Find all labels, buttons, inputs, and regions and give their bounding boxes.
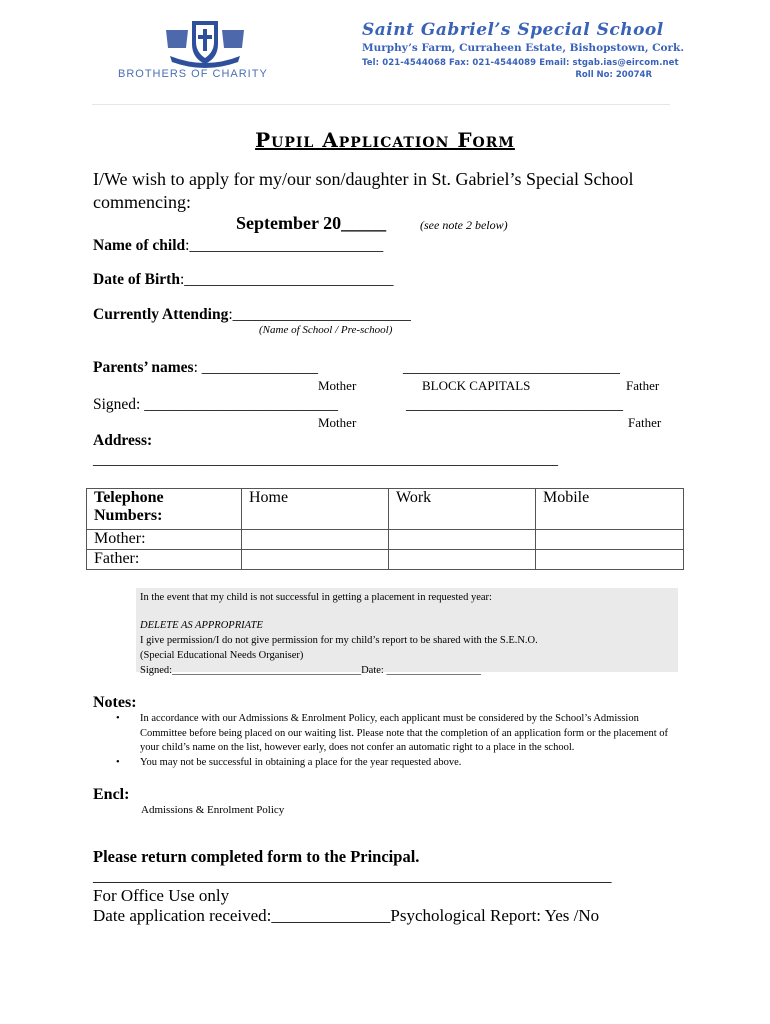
delete-as-appropriate: DELETE AS APPROPRIATE <box>140 620 263 631</box>
seno-permission-box <box>136 588 678 676</box>
mother-home-cell[interactable] <box>242 530 389 550</box>
mobile-header: Mobile <box>536 489 684 530</box>
note-text: You may not be successful in obtaining a place for the year requested above. <box>140 756 462 768</box>
signed-field[interactable] <box>93 396 338 414</box>
notes-title: Notes: <box>93 694 137 711</box>
work-header: Work <box>389 489 536 530</box>
signed-mother-caption: Mother <box>318 415 357 430</box>
bullet-icon: • <box>116 713 120 724</box>
bullet-icon: • <box>116 756 120 768</box>
block-capitals-caption: BLOCK CAPITALS <box>422 378 531 393</box>
list-item <box>116 712 681 756</box>
dob-line[interactable]: :___________________________ <box>179 271 394 288</box>
signed-label: Signed: <box>93 396 145 413</box>
address-line[interactable]: ____________________________________________________________ <box>93 451 558 468</box>
dob-field[interactable] <box>93 271 394 289</box>
mother-row-label: Mother: <box>87 530 242 550</box>
office-use-section <box>93 866 612 926</box>
dob-label: Date of Birth <box>93 271 180 288</box>
attending-hint: (Name of School / Pre-school) <box>259 324 393 336</box>
school-contact: Tel: 021-4544068 Fax: 021-4544089 Email: stgab.ias@eircom.net <box>362 58 679 68</box>
attending-field[interactable] <box>93 306 411 324</box>
attending-label: Currently Attending <box>93 306 229 323</box>
seno-permission-text[interactable]: I give permission/I do not give permission for my child’s report to be shared with the S.E.N.O. <box>140 635 538 646</box>
father-mobile-cell[interactable] <box>536 550 684 570</box>
child-name-line[interactable]: :_________________________ <box>185 237 384 254</box>
seno-intro: In the event that my child is not successful in getting a placement in requested year: <box>140 592 492 603</box>
list-item <box>116 756 681 771</box>
mother-caption: Mother <box>318 378 357 393</box>
school-roll-number: Roll No: 20074R <box>575 70 652 80</box>
org-name: BROTHERS OF CHARITY <box>118 68 268 80</box>
enclosure-item: Admissions & Enrolment Policy <box>141 804 285 816</box>
father-work-cell[interactable] <box>389 550 536 570</box>
father-caption: Father <box>626 378 660 393</box>
notes-list <box>116 712 681 770</box>
mother-work-cell[interactable] <box>389 530 536 550</box>
seno-signature-line[interactable]: Signed:____________________________________Date: __________________ <box>140 665 481 676</box>
telephone-numbers-header: Telephone Numbers: <box>87 489 242 530</box>
school-address: Murphy’s Farm, Curraheen Estate, Bishopstown, Cork. <box>362 42 684 54</box>
intro-text: I/We wish to apply for my/our son/daughter in St. Gabriel’s Special School commencing: <box>93 169 634 212</box>
parents-label: Parents’ names <box>93 359 194 376</box>
form-title: Pupil Application Form <box>255 128 515 152</box>
return-instructions: Please return completed form to the Principal. <box>93 847 420 866</box>
attending-line[interactable]: :_______________________ <box>228 306 411 323</box>
father-home-cell[interactable] <box>242 550 389 570</box>
mother-mobile-cell[interactable] <box>536 530 684 550</box>
parents-names-field[interactable] <box>93 359 318 377</box>
see-note-hint: (see note 2 below) <box>420 218 508 232</box>
seno-definition: (Special Educational Needs Organiser) <box>140 650 304 661</box>
table-row <box>87 530 684 550</box>
parents-mother-line[interactable]: : _______________ <box>193 359 319 376</box>
child-name-field[interactable] <box>93 237 383 255</box>
signed-father-line[interactable]: ____________________________ <box>406 396 623 413</box>
home-header: Home <box>242 489 389 530</box>
school-crest-logo <box>162 18 248 70</box>
enclosure-title: Encl: <box>93 786 130 803</box>
header-divider <box>92 104 670 105</box>
parents-father-line[interactable]: ____________________________ <box>403 359 620 376</box>
address-label: Address: <box>93 432 153 449</box>
child-name-label: Name of child <box>93 237 186 254</box>
telephone-table <box>86 488 684 570</box>
father-row-label: Father: <box>87 550 242 570</box>
signed-father-caption: Father <box>628 415 662 430</box>
office-divider: _____________________________________________________________ <box>93 866 612 885</box>
signed-mother-line[interactable]: _________________________ <box>144 396 338 413</box>
date-received-field[interactable]: Date application received:______________Psychological Report: Yes /No <box>93 906 600 925</box>
note-text: In accordance with our Admissions & Enrolment Policy, each applicant must be considered by the School’s Admission Committee before being placed on our waiting list. Please note that the completion of an application form or the placement of your child’s name on the list, however early, does not confer an automatic right to a place in the school. <box>140 713 669 753</box>
table-header-row <box>87 489 684 530</box>
commencing-date-field[interactable]: September 20_____ <box>236 213 387 233</box>
school-name: Saint Gabriel’s Special School <box>362 20 664 40</box>
table-row <box>87 550 684 570</box>
office-use-heading: For Office Use only <box>93 886 230 905</box>
